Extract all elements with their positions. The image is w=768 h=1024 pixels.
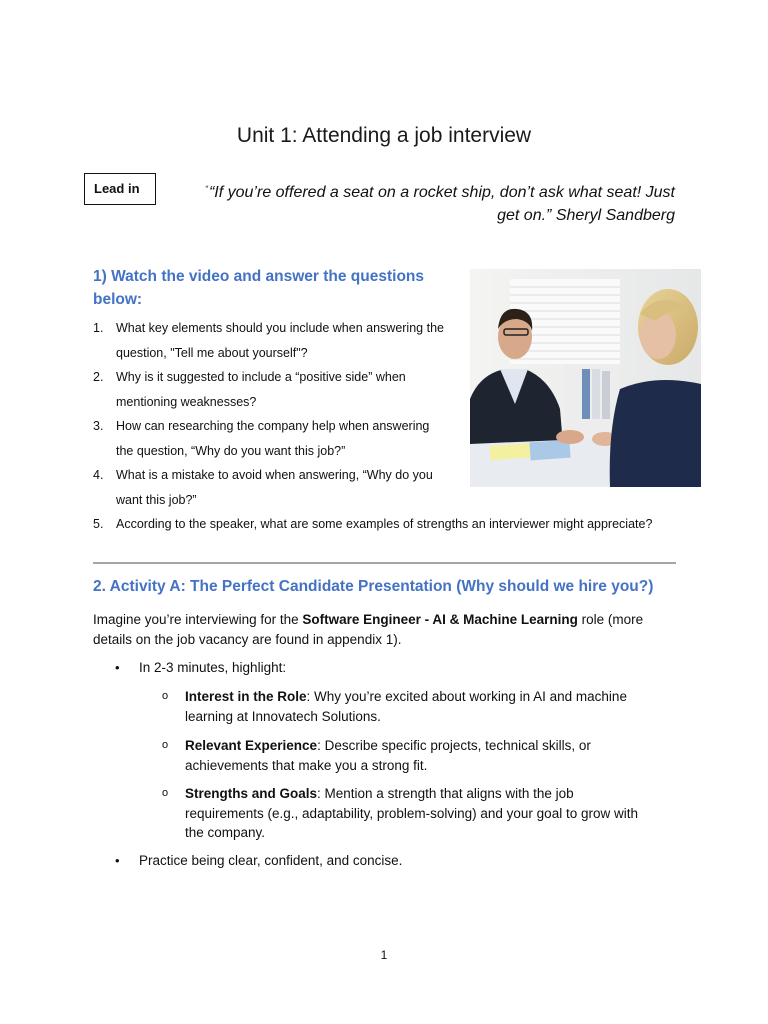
section2-heading: 2. Activity A: The Perfect Candidate Presentation (Why should we hire you?) <box>93 578 654 595</box>
bullet-text: Practice being clear, confident, and concise. <box>139 853 403 868</box>
item-text: Why is it suggested to include a “positive side” when mentioning weaknesses? <box>116 370 406 409</box>
page-title: Unit 1: Attending a job interview <box>236 124 532 147</box>
quote-mark: “ <box>204 184 208 194</box>
quote-line-2: get on.” Sheryl Sandberg <box>497 207 675 224</box>
page-number: 1 <box>380 948 388 962</box>
activity-intro: Imagine you’re interviewing for the Software Engineer - AI & Machine Learning role (more details on the job vacancy are found in appendix 1). <box>93 612 644 647</box>
lead-in-quote <box>188 178 675 227</box>
circle-bullet-icon: o <box>162 739 169 751</box>
quote-line-1: “If you’re offered a seat on a rocket ship, don’t ask what seat! Just <box>208 184 675 201</box>
circle-bullet-icon: o <box>162 787 169 799</box>
item-number: 5. <box>93 517 104 531</box>
lead-in-label: Lead in <box>84 173 156 205</box>
section-divider <box>93 562 676 564</box>
item-text: What is a mistake to avoid when answering, “Why do you want this job?” <box>116 468 433 507</box>
item-number: 3. <box>93 419 104 433</box>
item-number: 2. <box>93 370 104 384</box>
item-text: What key elements should you include when answering the question, "Tell me about yourself"? <box>116 321 444 360</box>
bullet-text: In 2-3 minutes, highlight: <box>139 660 287 675</box>
role-title: Software Engineer - AI & Machine Learning <box>302 612 578 627</box>
item-number: 4. <box>93 468 104 482</box>
interview-photo <box>470 269 701 487</box>
section1-heading-line2: below: <box>93 291 143 308</box>
item-text: How can researching the company help when answering the question, “Why do you want this job?” <box>116 419 430 458</box>
subitem-experience: Relevant Experience: Describe specific projects, technical skills, or achievements that make you a strong fit. <box>185 738 591 773</box>
bullet-icon: • <box>115 660 120 675</box>
subitem-interest: Interest in the Role: Why you’re excited about working in AI and machine learning at Innovatech Solutions. <box>185 689 627 724</box>
section1-heading-line1: 1) Watch the video and answer the questions <box>93 268 425 285</box>
section1-heading <box>93 265 453 311</box>
circle-bullet-icon: o <box>162 690 169 702</box>
item-text: According to the speaker, what are some examples of strengths an interviewer might appreciate? <box>116 517 653 531</box>
bullet-icon: • <box>115 853 120 868</box>
item-number: 1. <box>93 321 104 335</box>
subitem-strengths: Strengths and Goals: Mention a strength that aligns with the job requirements (e.g., adaptability, problem-solving) and your goal to grow with the company. <box>185 786 638 840</box>
